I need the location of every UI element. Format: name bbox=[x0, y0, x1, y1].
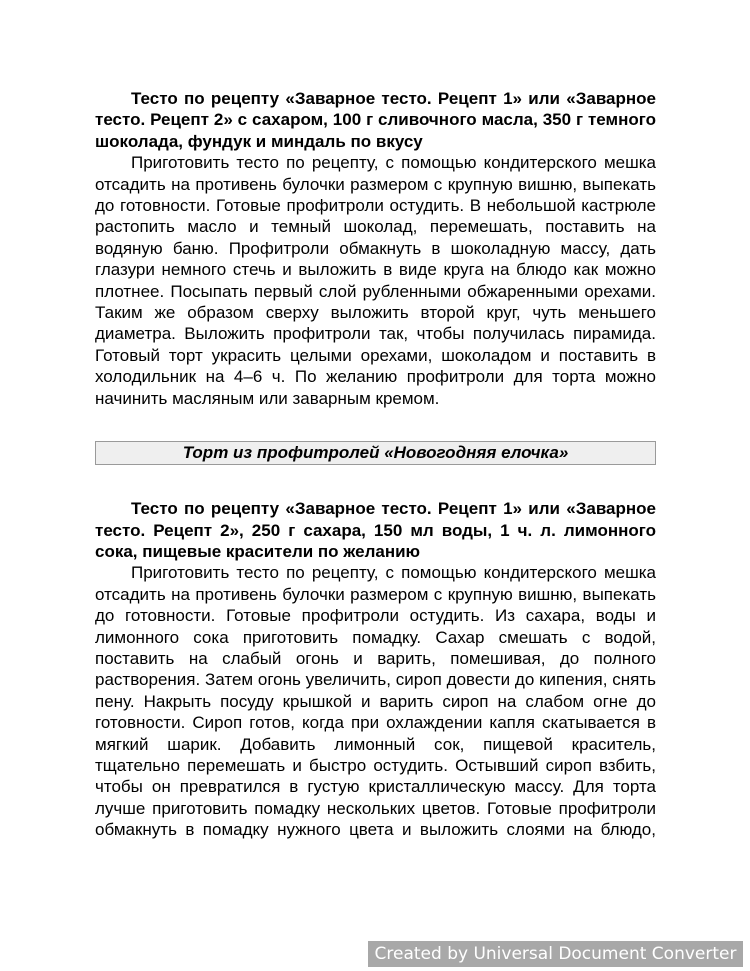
recipe1-instructions: Приготовить тесто по рецепту, с помощью кондитерского мешка отсадить на противень булочки размером с крупную вишню, выпекать до готовности. Готовые профитроли остудить. В небольшой кастрюле растопить масло и темный шоколад, перемешать, поставить на водяную баню. Профитроли обмакнуть в шоколадную массу, дать глазури немного стечь и выложить в виде круга на блюдо как можно плотнее. Посыпать первый слой рубленными обжаренными орехами. Таким же образом сверху выложить второй круг, чуть меньшего диаметра. Выложить профитроли так, чтобы получилась пирамида. Готовый торт украсить целыми орехами, шоколадом и поставить в холодильник на 4–6 ч. По желанию профитроли для торта можно начинить масляным или заварным кремом. bbox=[95, 153, 656, 408]
recipe1-ingredients: Тесто по рецепту «Заварное тесто. Рецепт 1» или «Заварное тесто. Рецепт 2» с сахаром, 100 г сливочного масла, 350 г темного шоколада, фундук и миндаль по вкусу bbox=[95, 89, 656, 151]
recipe2-ingredients: Тесто по рецепту «Заварное тесто. Рецепт 1» или «Заварное тесто. Рецепт 2», 250 г сахара, 150 мл воды, 1 ч. л. лимонного сока, пищевые красители по желанию bbox=[95, 499, 656, 561]
recipe2-instructions: Приготовить тесто по рецепту, с помощью кондитерского мешка отсадить на противень булочки размером с крупную вишню, выпекать до готовности. Готовые профитроли остудить. Из сахара, воды и лимонного сока приготовить помадку. Сахар смешать с водой, поставить на слабый огонь и варить, помешивая, до полного растворения. Затем огонь увеличить, сироп довести до кипения, снять пену. Накрыть посуду крышкой и варить сироп на слабом огне до готовности. Сироп готов, когда при охлаждении капля скатывается в мягкий шарик. Добавить лимонный сок, пищевой краситель, тщательно перемешать и быстро остудить. Остывший сироп взбить, чтобы он превратился в густую кристаллическую массу. Для торта лучше приготовить помадку нескольких цветов. Готовые профитроли обмакнуть в помадку нужного цвета и выложить слоями на блюдо, bbox=[95, 563, 656, 840]
watermark-banner: Created by Universal Document Converter bbox=[368, 941, 743, 967]
document-page bbox=[95, 88, 656, 841]
recipe2-title: Торт из профитролей «Новогодняя елочка» bbox=[95, 441, 656, 465]
section-spacer bbox=[95, 465, 656, 498]
section-spacer bbox=[95, 409, 656, 441]
